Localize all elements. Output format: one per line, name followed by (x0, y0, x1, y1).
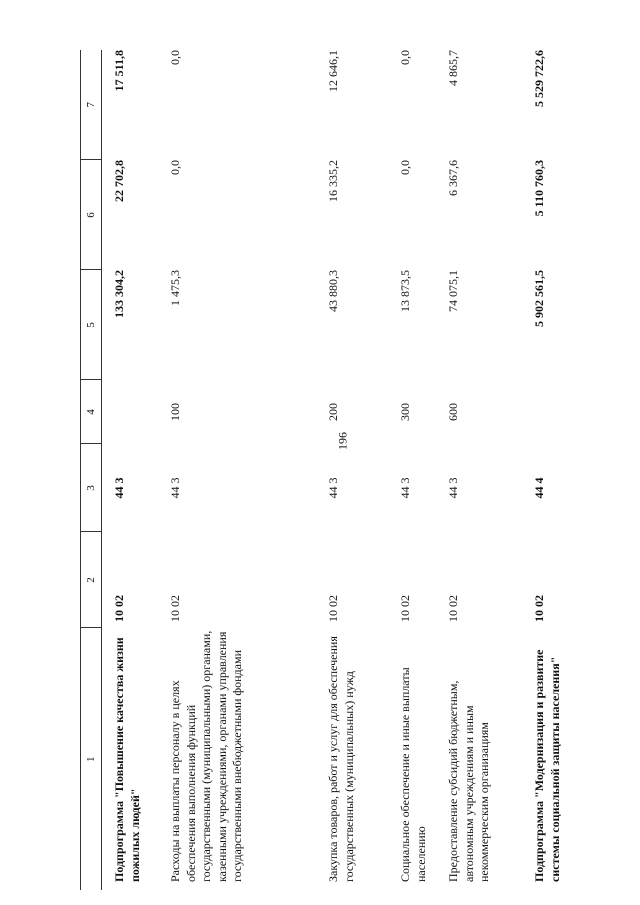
row-target: 44 3 (398, 477, 412, 499)
row-section: 10 02 (532, 595, 546, 622)
row-target: 44 3 (326, 477, 340, 499)
row-value-7: 12 646,1 (326, 50, 340, 92)
row-value-6: 16 335,2 (326, 160, 340, 202)
header-col-2: 2 (81, 532, 102, 628)
row-name: Предоставление субсидий бюджетным, автономным учреждениям и иным некоммерческим организациям (446, 680, 492, 882)
row-target: 44 3 (168, 477, 182, 499)
row-target: 44 3 (446, 477, 460, 499)
row-value-6: 0,0 (168, 160, 182, 175)
row-value-5: 13 873,5 (398, 270, 412, 312)
table-row (102, 50, 159, 890)
row-value-5: 43 880,3 (326, 270, 340, 312)
row-section: 10 02 (112, 595, 126, 622)
row-target: 44 4 (532, 477, 546, 499)
row-name: Расходы на выплаты персоналу в целях обеспечения выполнения функций государственными (муниципальными) органами, казенными учреждениями, органами управления государственными внебюджетными фондами (168, 630, 245, 882)
header-col-5: 5 (81, 270, 102, 380)
row-value-6: 5 110 760,3 (532, 160, 546, 217)
row-name: Закупка товаров, работ и услуг для обеспечения государственных (муниципальных) нужд (326, 636, 356, 882)
header-col-4: 4 (81, 380, 102, 444)
row-value-5: 74 075,1 (446, 270, 460, 312)
row-value-7: 0,0 (398, 50, 412, 65)
table-row (522, 50, 594, 890)
header-col-3: 3 (81, 444, 102, 532)
rotated-table-container (80, 50, 588, 890)
row-value-7: 5 529 722,6 (532, 50, 546, 107)
row-section: 10 02 (326, 595, 340, 622)
row-type: 200 (326, 403, 340, 421)
row-value-6: 22 702,8 (112, 160, 126, 202)
row-name: Подпрограмма "Повышение качества жизни пожилых людей" (112, 637, 142, 882)
row-value-5: 1 475,3 (168, 270, 182, 306)
row-type (102, 380, 159, 444)
row-type: 300 (398, 403, 412, 421)
budget-table (80, 50, 594, 890)
row-type (522, 380, 594, 444)
row-value-5: 133 304,2 (112, 270, 126, 318)
table-row (436, 50, 522, 890)
row-section: 10 02 (446, 595, 460, 622)
row-value-6: 6 367,6 (446, 160, 460, 196)
row-section: 10 02 (398, 595, 412, 622)
table-row (388, 50, 436, 890)
row-target: 44 3 (112, 477, 126, 499)
row-value-6: 0,0 (398, 160, 412, 175)
row-value-5: 5 902 561,5 (532, 270, 546, 327)
header-col-7: 7 (81, 50, 102, 160)
page-number: 196 (335, 432, 350, 450)
header-col-1: 1 (81, 628, 102, 890)
row-type: 600 (446, 403, 460, 421)
row-value-7: 0,0 (168, 50, 182, 65)
row-type: 100 (168, 403, 182, 421)
row-section: 10 02 (168, 595, 182, 622)
row-name: Подпрограмма "Модернизация и развитие системы социальной защиты населения" (532, 649, 562, 882)
header-row (81, 50, 102, 890)
table-row (158, 50, 316, 890)
table-row (316, 50, 388, 890)
row-value-7: 17 511,8 (112, 50, 126, 92)
row-value-7: 4 865,7 (446, 50, 460, 86)
header-col-6: 6 (81, 160, 102, 270)
row-name: Социальное обеспечение и иные выплаты населению (398, 667, 428, 882)
